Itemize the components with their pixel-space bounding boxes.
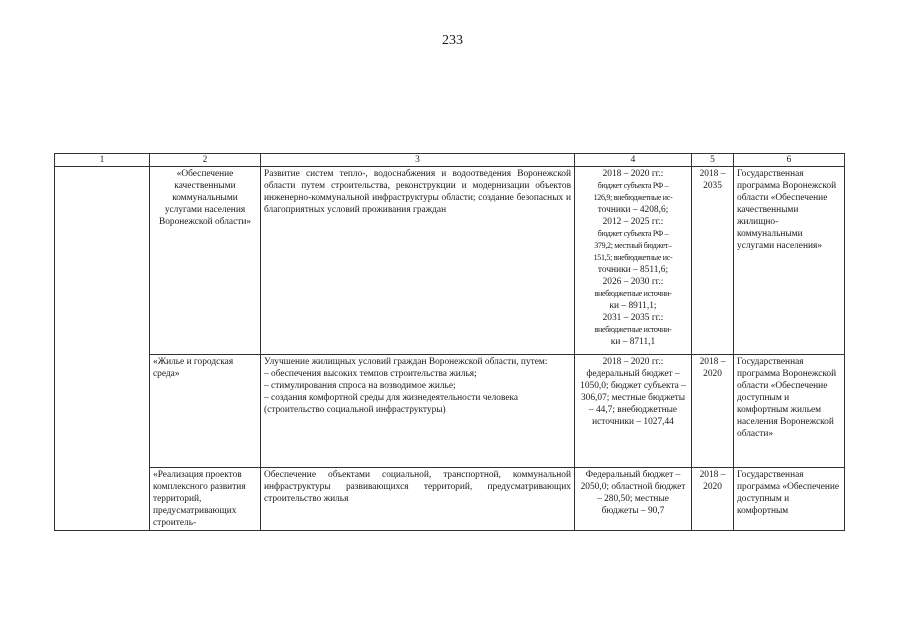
program-table [54,153,845,531]
project-name-cell: «Обеспечение качественными коммунальными услугами населения Воронежской области» [150,167,261,355]
header-col-1: 1 [55,154,150,167]
program-cell: Государственная программа Воронежской области «Обеспечение качественными жилищно-коммунальными услугами населения» [734,167,845,355]
funding-line: 2012 – 2025 гг.: [602,217,664,227]
table-row [55,468,845,531]
funding-line: внебюджетные источни- [594,325,672,334]
funding-line: бюджет субъекта РФ – [597,229,669,238]
description-cell [261,355,575,468]
description-cell: Развитие систем тепло-, водоснабжения и водоотведения Воронежской области путем строительства, реконструкции и модернизации объектов инженерно-коммунальной инфраструктуры области; создание безопасных и благоприятных условий проживания граждан [261,167,575,355]
description-line: – стимулирования спроса на возводимое жилье; [264,381,456,391]
project-name-cell: «Жилье и городская среда» [150,355,261,468]
funding-line: внебюджетные источни- [594,289,672,298]
row-number-cell [55,468,150,531]
table-row [55,167,845,355]
header-col-6: 6 [734,154,845,167]
page-number: 233 [442,33,463,48]
funding-line: 2031 – 2035 гг.: [602,313,664,323]
description-cell: Обеспечение объектами социальной, транспортной, коммунальной инфраструктуры развивающихся территорий, предусматривающих строительство жилья [261,468,575,531]
funding-line: бюджет субъекта РФ – [597,181,669,190]
funding-line: 2026 – 2030 гг.: [602,277,664,287]
funding-cell: Федеральный бюджет – 2050,0; областной бюджет – 280,50; местные бюджеты – 90,7 [575,468,692,531]
funding-line: 126,9; внебюджетные ис- [593,193,673,202]
funding-line: 379,2; местный бюджет– [594,241,672,250]
funding-line: 151,5; внебюджетные ис- [593,253,673,262]
funding-line: точники – 8511,6; [597,265,669,275]
program-cell: Государственная программа Воронежской области «Обеспечение доступным и комфортным жильем населения Воронежской области» [734,355,845,468]
funding-line: 2018 – 2020 гг.: [602,169,664,179]
description-line: – создания комфортной среды для жизнедеятельности человека (строительство социальной инфраструктуры) [264,393,519,415]
header-row [55,154,845,167]
funding-line: точники – 4208,6; [597,205,669,215]
period-cell: 2018 – 2020 [692,468,734,531]
funding-cell: 2018 – 2020 гг.: федеральный бюджет – 1050,0; бюджет субъекта – 306,07; местные бюджеты – 44,7; внебюджетные источники – 1027,44 [575,355,692,468]
header-col-2: 2 [150,154,261,167]
project-name-cell: «Реализация проектов комплексного развития территорий, предусматривающих строитель- [150,468,261,531]
period-cell: 2018 – 2035 [692,167,734,355]
description-line: – обеспечения высоких темпов строительства жилья; [264,369,477,379]
funding-line: ки – 8711,1 [610,337,656,347]
header-col-5: 5 [692,154,734,167]
row-number-cell [55,355,150,468]
description-line: Улучшение жилищных условий граждан Воронежской области, путем: [264,357,548,367]
table-row [55,355,845,468]
funding-cell [575,167,692,355]
header-col-4: 4 [575,154,692,167]
period-cell: 2018 – 2020 [692,355,734,468]
funding-line: ки – 8911,1; [609,301,657,311]
header-col-3: 3 [261,154,575,167]
row-number-cell [55,167,150,355]
program-cell: Государственная программа «Обеспечение доступным и комфортным [734,468,845,531]
